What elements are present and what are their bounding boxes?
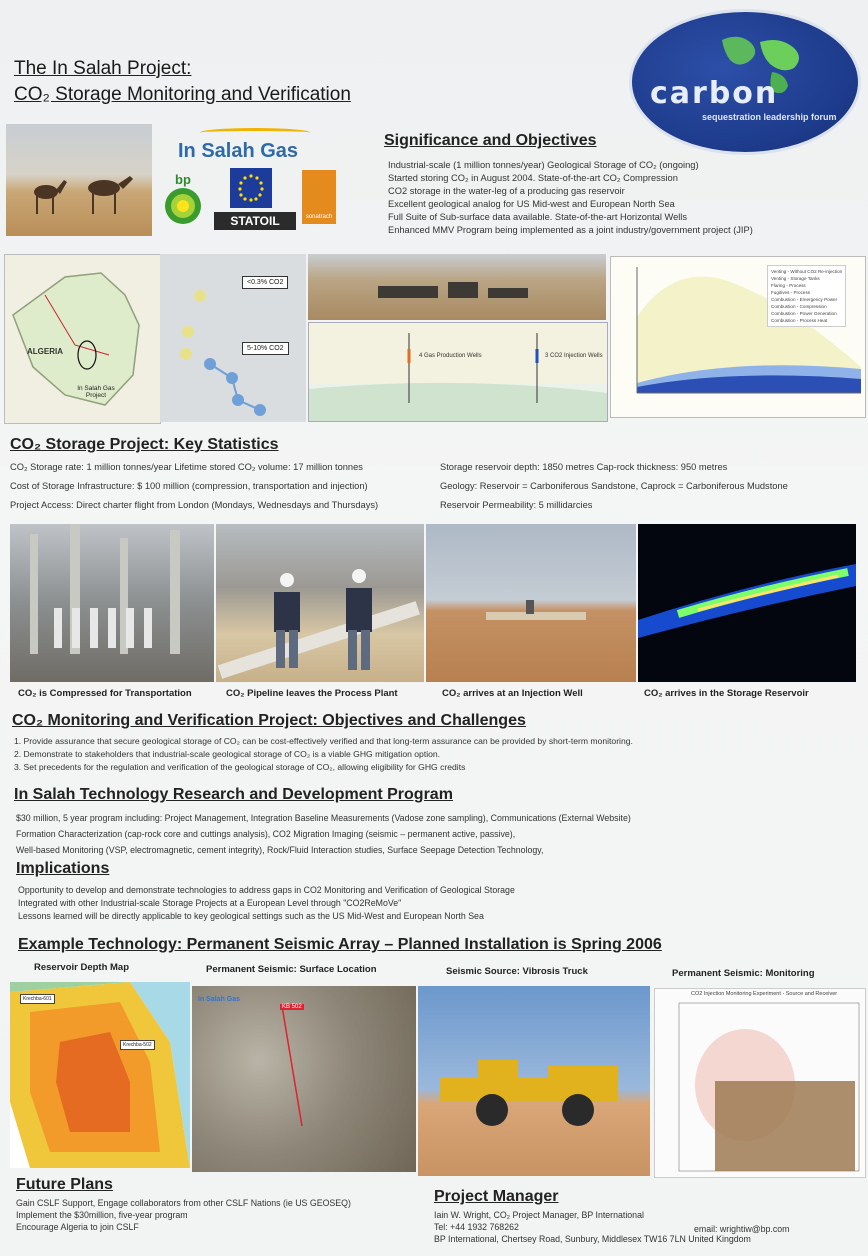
significance-line: Started storing CO₂ in August 2004. State-of-the-art CO₂ Compression — [388, 173, 678, 183]
pipeline-photo — [216, 524, 424, 682]
significance-heading: Significance and Objectives — [384, 132, 597, 149]
implication-line: Lessons learned will be directly applicable to key geological settings such as the US Mid-West and European North Sea — [18, 911, 484, 921]
injection-well-photo — [426, 524, 636, 682]
stat-line: Project Access: Direct charter flight from London (Mondays, Wednesdays and Thursdays) — [10, 500, 379, 510]
caption-injection: CO₂ arrives at an Injection Well — [442, 688, 583, 699]
caption-pipeline: CO₂ Pipeline leaves the Process Plant — [226, 688, 398, 699]
in-salah-gas-logo: In Salah Gas — [178, 140, 299, 162]
legend-item: Fugitives - Process — [771, 290, 811, 295]
rd-line: $30 million, 5 year program including: Project Management, Integration Baseline Measurements (Vadose zone sampling), Communications (External Website) — [16, 813, 631, 823]
stat-line: Storage reservoir depth: 1850 metres Cap-rock thickness: 950 metres — [440, 462, 728, 472]
cross-section-icon — [309, 323, 607, 421]
emissions-chart — [610, 256, 866, 418]
legend-item: Flaring - Process — [771, 283, 806, 288]
future-line: Encourage Algeria to join CSLF — [16, 1222, 139, 1232]
storage-reservoir-image — [638, 524, 856, 682]
stat-line: Reservoir Permeability: 5 millidarcies — [440, 500, 593, 510]
caption-vibrosis: Seismic Source: Vibrosis Truck — [446, 966, 588, 977]
title-line-1: The In Salah Project: — [14, 58, 192, 79]
significance-line: Industrial-scale (1 million tonnes/year) Geological Storage of CO₂ (ongoing) — [388, 160, 699, 170]
workers-icon — [216, 524, 424, 682]
mv-line: 2. Demonstrate to stakeholders that industrial-scale geological storage of CO₂ is a viable GHG mitigation option. — [14, 749, 441, 759]
gas-label-high: 5-10% CO2 — [242, 342, 289, 355]
implications-list — [18, 884, 515, 923]
plant-icon — [308, 254, 606, 320]
significance-line: CO2 storage in the water-leg of a producing gas reservoir — [388, 186, 625, 196]
implication-line: Opportunity to develop and demonstrate technologies to address gaps in CO2 Monitoring and Verification of Geological Storage — [18, 885, 515, 895]
legend-item: Combustion - Process Heat — [771, 318, 828, 323]
caption-surface-location: Permanent Seismic: Surface Location — [206, 964, 377, 975]
caption-depth-map: Reservoir Depth Map — [34, 962, 130, 973]
significance-line: Enhanced MMV Program being implemented as a joint industry/government project (JIP) — [388, 225, 753, 235]
vibrosis-truck-photo — [418, 986, 650, 1176]
mv-line: 1. Provide assurance that secure geological storage of CO₂ can be cost-effectively verified and that long-term assurance can be provided by short-term monitoring. — [14, 736, 633, 746]
rd-line: Formation Characterization (cap-rock core and cuttings analysis), CO2 Migration Imaging (seismic – permanent active, passive), — [16, 829, 516, 839]
wellhead-icon — [426, 524, 636, 682]
rd-list — [16, 810, 631, 858]
bp-logo — [164, 172, 202, 226]
camel-icon — [6, 124, 152, 236]
stat-line: Cost of Storage Infrastructure: $ 100 million (compression, transportation and injection) — [10, 481, 368, 491]
poster-title — [14, 56, 351, 108]
plant-aerial-photo — [308, 254, 606, 320]
key-stats-left — [10, 458, 378, 515]
significance-line: Full Suite of Sub-surface data available. State-of-the-art Horizontal Wells — [388, 212, 688, 222]
implication-line: Integrated with other Industrial-scale Storage Projects at a European Level through "CO2ReMoVe" — [18, 898, 402, 908]
rd-heading: In Salah Technology Research and Development Program — [14, 786, 453, 803]
gas-label-low: <0.3% CO2 — [242, 276, 288, 289]
mv-list — [14, 735, 633, 774]
stat-line: CO₂ Storage rate: 1 million tonnes/year Lifetime stored CO₂ volume: 17 million tonnes — [10, 462, 363, 472]
carbon-subtitle: sequestration leadership forum — [702, 112, 837, 122]
rd-line: Well-based Monitoring (VSP, electromagnetic, cement integrity), Rock/Fluid Interaction studies, Surface Seepage Detection Technology, — [16, 845, 544, 855]
statoil-logo: STATOIL — [214, 212, 296, 230]
compression-photo — [10, 524, 214, 682]
cslf-logo — [632, 12, 858, 152]
future-line: Implement the $30million, five-year program — [16, 1210, 188, 1220]
significance-list — [388, 159, 753, 237]
bp-text: bp — [175, 172, 191, 187]
surface-line-icon — [192, 986, 416, 1172]
eu-stars-icon — [230, 168, 272, 208]
carbon-word: carbon — [650, 76, 779, 111]
pm-line: Tel: +44 1932 768262 — [434, 1222, 519, 1232]
future-plans-list — [16, 1197, 351, 1233]
pm-line: Iain W. Wright, CO₂ Project Manager, BP International — [434, 1210, 644, 1220]
project-manager-heading: Project Manager — [434, 1188, 559, 1205]
bp-helios-icon — [164, 187, 202, 225]
key-stats-heading: CO₂ Storage Project: Key Statistics — [10, 436, 279, 453]
significance-line: Excellent geological analog for US Mid-west and European North Sea — [388, 199, 675, 209]
monitoring-chart — [654, 988, 866, 1178]
caption-monitoring: Permanent Seismic: Monitoring — [672, 968, 815, 979]
eu-flag — [230, 168, 272, 208]
pm-line: BP International, Chertsey Road, Sunbury, Middlesex TW16 7LN United Kingdom — [434, 1234, 751, 1244]
injection-wells-label: 3 CO2 Injection Wells — [545, 353, 603, 359]
caption-compression: CO₂ is Compressed for Transportation — [18, 688, 192, 699]
reservoir-model-icon — [638, 524, 856, 682]
algeria-map — [4, 254, 161, 424]
surface-kb-label: KB 502 — [282, 1004, 302, 1010]
implications-heading: Implications — [16, 860, 110, 877]
depth-map — [10, 982, 190, 1168]
camel-photo — [6, 124, 152, 236]
in-salah-arc — [200, 128, 310, 137]
example-tech-heading: Example Technology: Permanent Seismic Array – Planned Installation is Spring 2006 — [18, 936, 662, 953]
stat-line: Geology: Reservoir = Carboniferous Sandstone, Caprock = Carboniferous Mudstone — [440, 481, 788, 491]
legend-item: Combustion - Compression — [771, 304, 827, 309]
compressor-plant-icon — [10, 524, 214, 682]
sonatrach-logo: sonatrach — [302, 170, 336, 224]
monitoring-overlay-icon — [655, 989, 865, 1177]
legend-item: Combustion - Power Generation — [771, 311, 837, 316]
reservoir-cross-section — [308, 322, 608, 422]
chart-legend — [767, 265, 846, 327]
well-label-601: Krechba-601 — [20, 994, 55, 1004]
future-line: Gain CSLF Support, Engage collaborators from other CSLF Nations (ie US GEOSEQ) — [16, 1198, 351, 1208]
gas-field-diagram — [160, 254, 306, 422]
truck-icon — [418, 986, 650, 1176]
caption-reservoir: CO₂ arrives in the Storage Reservoir — [644, 688, 809, 699]
title-line-2: CO₂ Storage Monitoring and Verification — [14, 84, 351, 105]
legend-item: Combustion - Emergency Power — [771, 297, 838, 302]
future-plans-heading: Future Plans — [16, 1176, 113, 1193]
well-label-502: Krechba-502 — [120, 1040, 155, 1050]
key-stats-right — [440, 458, 788, 515]
mv-heading: CO₂ Monitoring and Verification Project: Objectives and Challenges — [12, 712, 526, 729]
legend-item: Venting - Storage Tanks — [771, 276, 820, 281]
pm-email[interactable]: email: wrightiw@bp.com — [694, 1224, 790, 1234]
legend-item: Venting - Without CO2 Re-injection — [771, 269, 843, 274]
gas-wells-label: 4 Gas Production Wells — [419, 353, 482, 359]
depth-contour-icon — [10, 982, 190, 1168]
surface-ins-label: In Salah Gas — [198, 996, 241, 1003]
map-country-label: ALGERIA — [27, 347, 63, 356]
mv-line: 3. Set precedents for the regulation and verification of the geological storage of CO₂, allowing eligibility for GHG credits — [14, 762, 466, 772]
monitoring-chart-title: CO2 Injection Monitoring Experiment - Source and Receiver — [691, 991, 838, 997]
surface-location-image — [192, 986, 416, 1172]
map-project-label: In Salah Gas Project — [77, 385, 115, 399]
